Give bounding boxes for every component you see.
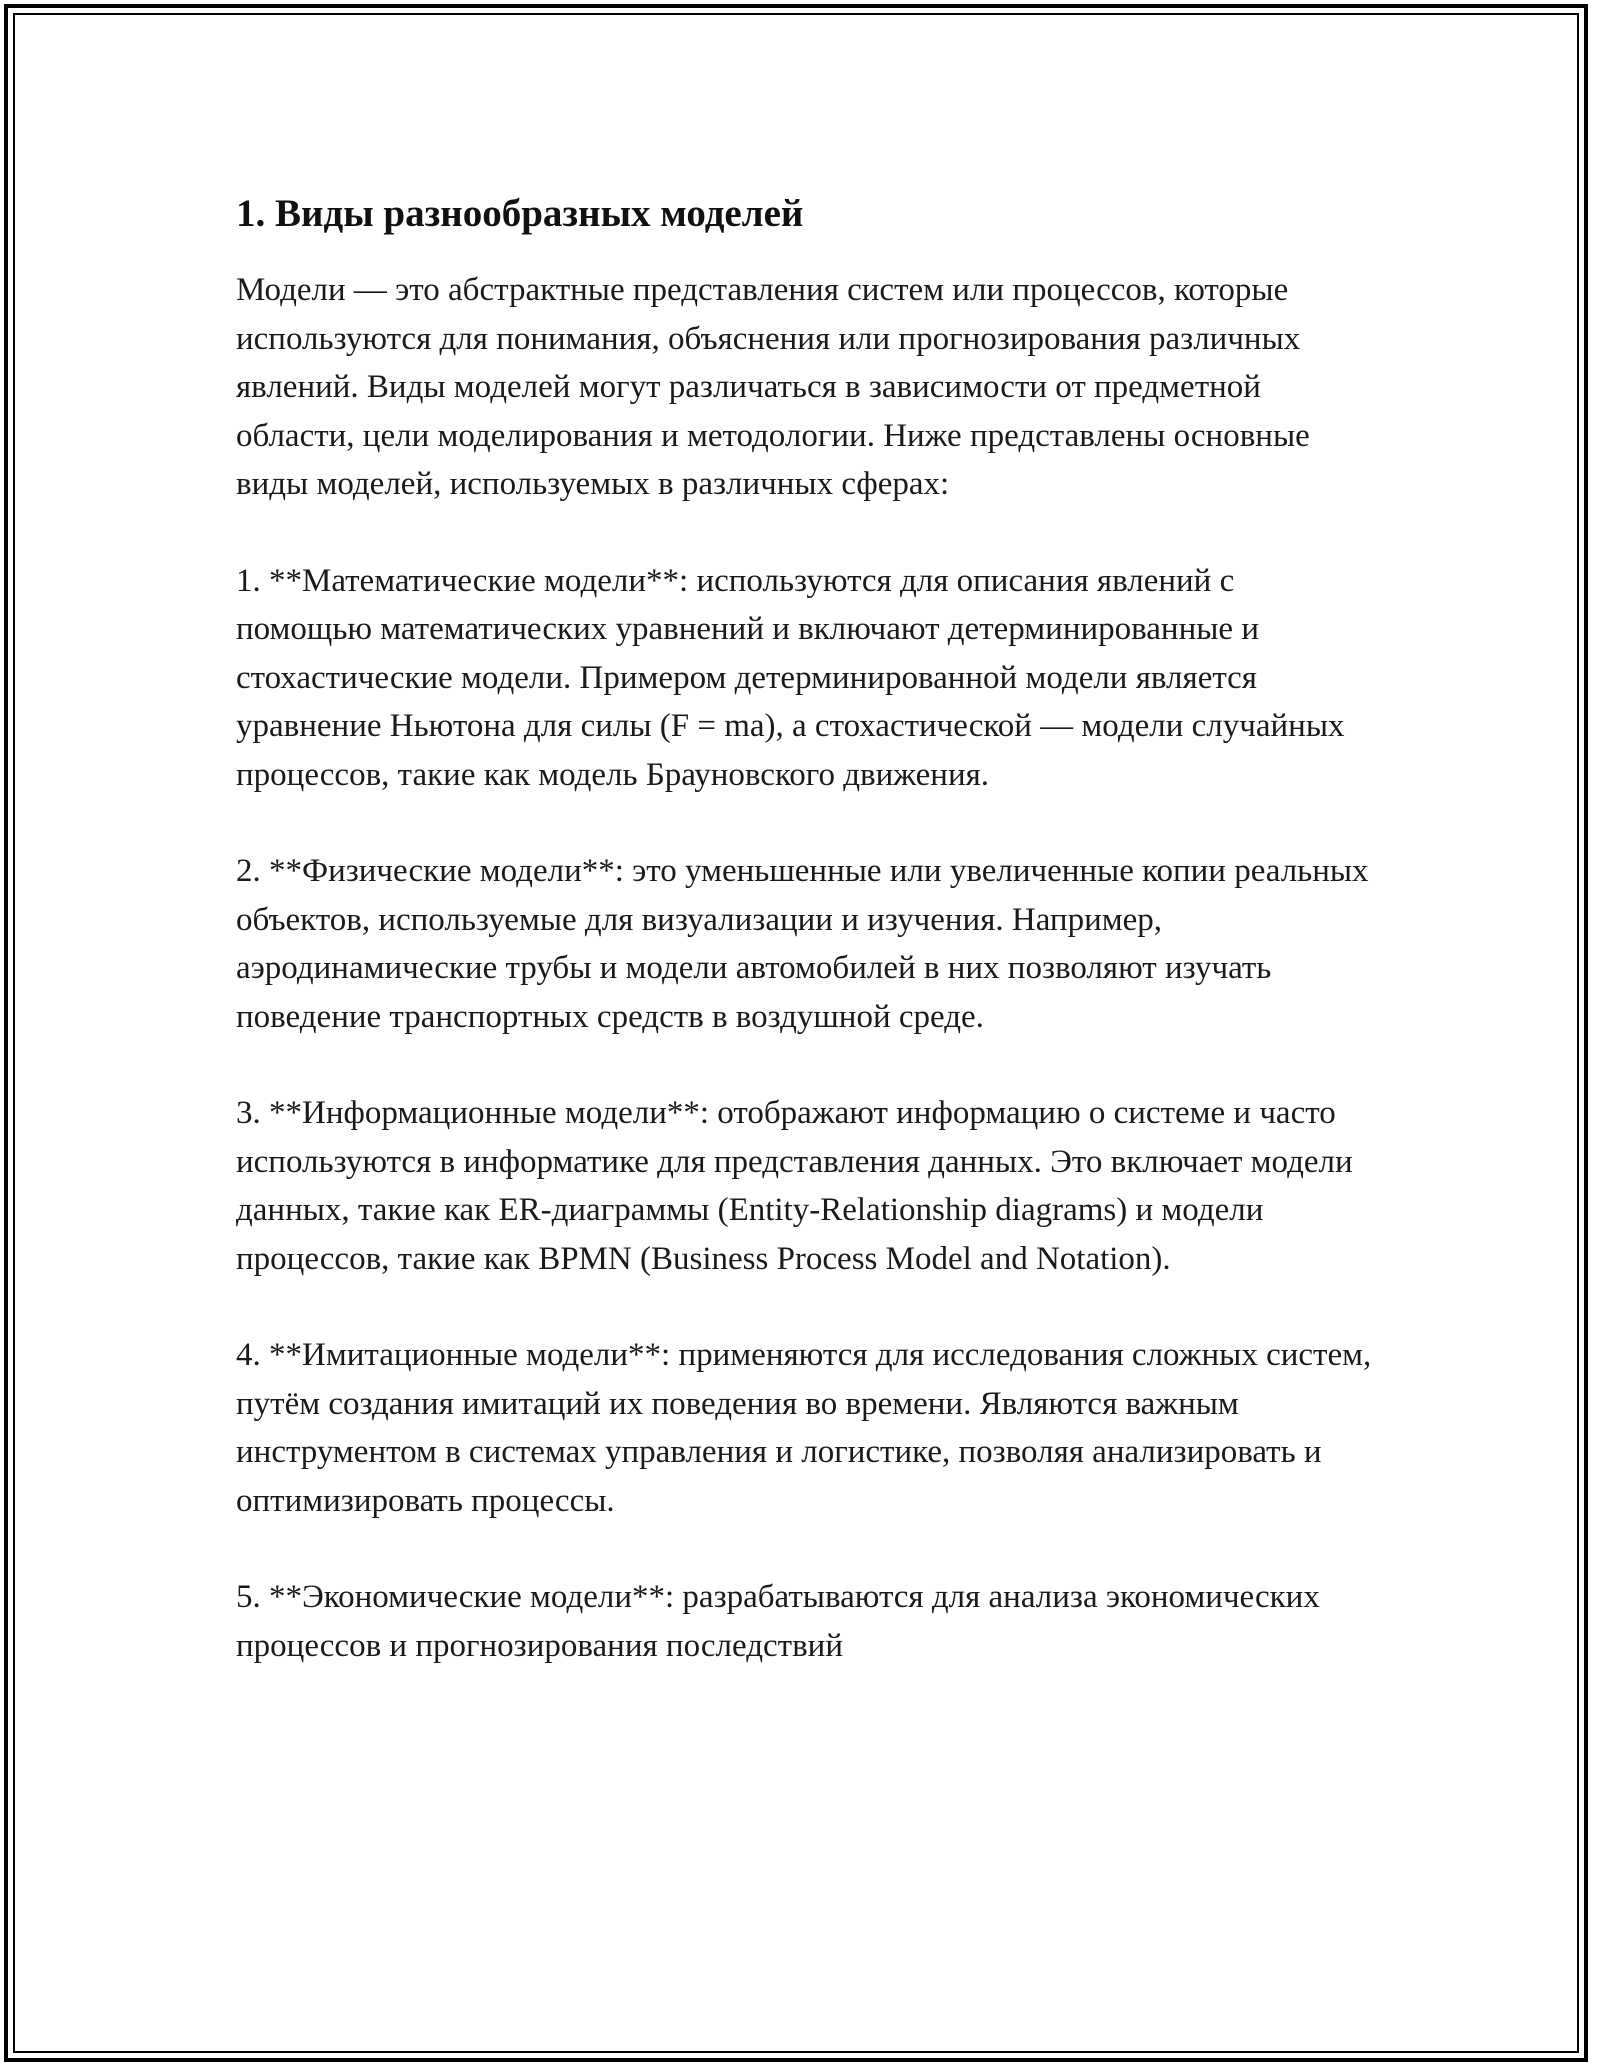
list-item-simulation: 4. **Имитационные модели**: применяются для исследования сложных систем, путём создания имитаций их поведения во времени. Являются важным инструментом в системах управления и логистике, позволяя анализировать и оптимизировать процессы. [236,1337,1372,1519]
list-item-physical: 2. **Физические модели**: это уменьшенные или увеличенные копии реальных объектов, используемые для визуализации и изучения. Например, аэродинамические трубы и модели автомобилей в них позволяют изучать поведение транспортных средств в воздушной среде. [236,853,1369,1035]
list-item-information: 3. **Информационные модели**: отображают информацию о системе и часто используются в информатике для представления данных. Это включает модели данных, такие как ER-диаграммы (Entity-Relationship diagrams) и модели процессов, такие как BPMN (Business Process Model and Notation). [236,1095,1353,1277]
list-item-economic: 5. **Экономические модели**: разрабатываются для анализа экономических процессов и прогнозирования последствий [236,1579,1320,1664]
section-title: 1. Виды разнообразных моделей [236,192,804,235]
document-body [236,186,1376,1670]
list-item-mathematical: 1. **Математические модели**: используются для описания явлений с помощью математических уравнений и включают детерминированные и стохастические модели. Примером детерминированной модели является уравнение Ньютона для силы (F = ma), а стохастической — модели случайных процессов, такие как модель Брауновского движения. [236,562,1345,793]
intro-paragraph: Модели — это абстрактные представления систем или процессов, которые используются для понимания, объяснения или прогнозирования различных явлений. Виды моделей могут различаться в зависимости от предметной области, цели моделирования и методологии. Ниже представлены основные виды моделей, используемых в различных сферах: [236,272,1310,502]
